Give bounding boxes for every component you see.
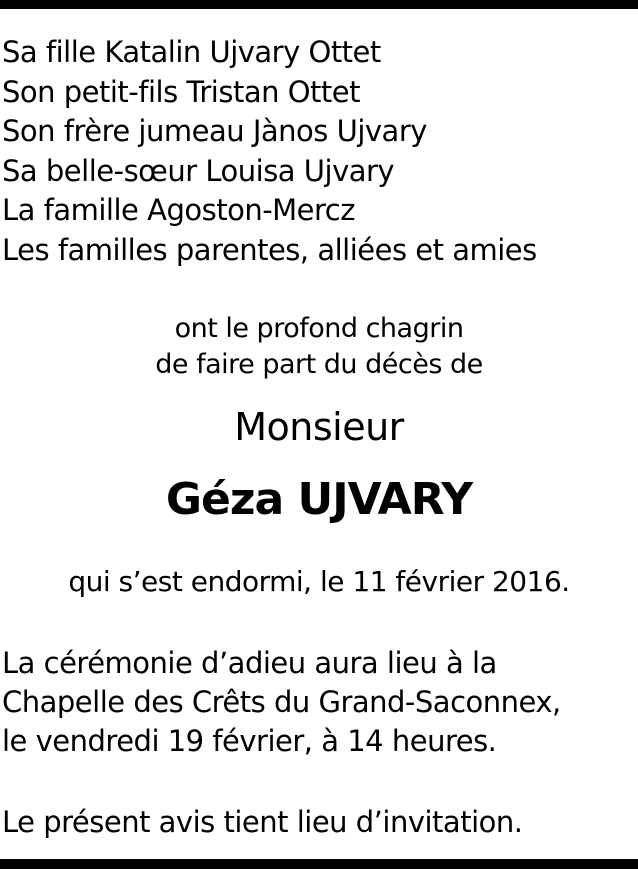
announcement-line: de faire part du décès de	[155, 349, 483, 380]
passing-date: qui s’est endormi, le 11 février 2016.	[68, 565, 570, 598]
announcement-line: ont le profond chagrin	[174, 313, 464, 344]
mourner-line: Son petit-fils Tristan Ottet	[2, 74, 360, 109]
ceremony-line: La cérémonie d’adieu aura lieu à la	[2, 646, 497, 680]
mourners-list	[2, 33, 638, 270]
mourner-line: Sa belle-sœur Louisa Ujvary	[2, 153, 395, 188]
announcement	[0, 311, 638, 383]
mourner-line: La famille Agoston-Mercz	[2, 193, 355, 227]
deceased-name: Géza UJVARY	[165, 474, 473, 525]
mourner-line: Son frère jumeau Jànos Ujvary	[2, 114, 427, 148]
deceased-title: Monsieur	[234, 405, 404, 449]
mourner-line: Les familles parentes, alliées et amies	[2, 232, 537, 267]
ceremony-line: le vendredi 19 février, à 14 heures.	[2, 724, 497, 758]
ceremony-details	[2, 644, 638, 761]
ceremony-line: Chapelle des Crêts du Grand-Saconnex,	[2, 685, 561, 719]
mourner-line: Sa fille Katalin Ujvary Ottet	[2, 35, 381, 69]
top-border-rule	[0, 0, 638, 9]
bottom-border-rule	[0, 859, 638, 869]
invitation-notice: Le présent avis tient lieu d’invitation.	[2, 805, 523, 839]
